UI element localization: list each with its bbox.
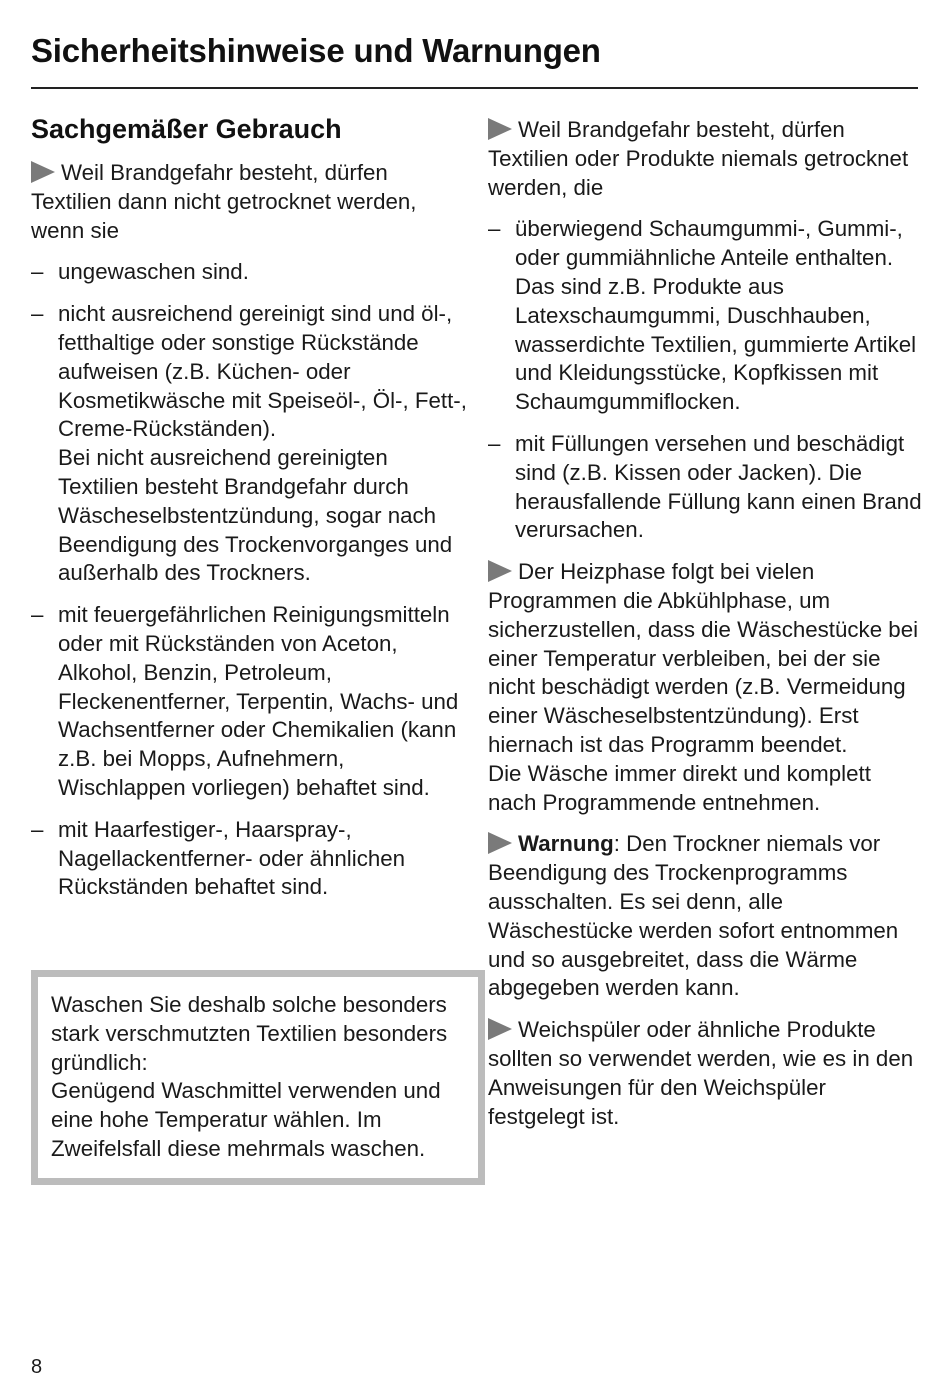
dash-marker: – xyxy=(31,301,44,327)
warning-text: : Den Trockner niemals vor Beendigung des Trockenprogramms ausschalten. Es sei denn, alle Wäschestücke werden sofort entnommen und so ausgebreitet, dass die Wärme abgegeben werden kann. xyxy=(488,831,899,1001)
bullet-list-right xyxy=(488,215,924,545)
softener-paragraph xyxy=(488,1016,924,1131)
page-title: Sicherheitshinweise und Warnungen xyxy=(31,32,601,69)
list-item xyxy=(31,300,467,588)
title-divider xyxy=(31,87,918,89)
dash-marker: – xyxy=(31,259,44,285)
list-item-text: mit feuergefährlichen Reinigungsmitteln oder mit Rückständen von Aceton, Alkohol, Benzin, Petroleum, Fleckenentferner, Terpentin, Wachs- und Wachsentferner oder Chemikalien (kann z.B. bei Mopps, Aufnehmern, Wischlappen vorliegen) behaftet sind. xyxy=(58,602,459,800)
warning-paragraph xyxy=(488,830,924,1003)
note-text-2: Genügend Waschmittel verwenden und eine hohe Temperatur wählen. Im Zweifelsfall diese mehrmals waschen. xyxy=(51,1078,441,1161)
list-item xyxy=(31,258,467,287)
bullet-list-left xyxy=(31,258,467,902)
list-item-text: mit Füllungen versehen und beschädigt sind (z.B. Kissen oder Jacken). Die herausfallende Füllung kann einen Brand verursachen. xyxy=(515,430,922,543)
arrow-bullet-icon xyxy=(488,832,512,854)
intro-paragraph-right xyxy=(488,116,924,202)
right-column xyxy=(488,116,924,1144)
note-box xyxy=(31,970,485,1185)
section-heading: Sachgemäßer Gebrauch xyxy=(31,114,342,144)
list-item-text: mit Haarfestiger-, Haarspray-, Nagellackentferner- oder ähnlichen Rückständen behaftet sind. xyxy=(58,816,406,900)
left-column xyxy=(31,112,467,915)
dash-marker: – xyxy=(488,430,501,456)
intro-text: Weil Brandgefahr besteht, dürfen Textilien oder Produkte niemals getrocknet werden, die xyxy=(488,117,909,200)
list-item xyxy=(31,601,467,803)
list-item xyxy=(488,430,924,545)
intro-paragraph-left xyxy=(31,159,467,245)
list-item-text: ungewaschen sind. xyxy=(58,259,249,285)
page-number: 8 xyxy=(31,1356,43,1378)
dash-marker: – xyxy=(488,216,501,242)
list-item xyxy=(488,215,924,417)
list-item-extra-text: Bei nicht ausreichend gereinigten Textilien besteht Brandgefahr durch Wäscheselbstentzündung, sogar nach Beendigung des Trockenvorganges und außerhalb des Trockners. xyxy=(58,445,453,586)
note-text-1: Waschen Sie deshalb solche besonders stark verschmutzten Textilien besonders gründlich: xyxy=(51,992,448,1075)
dash-marker: – xyxy=(31,602,44,628)
heating-paragraph xyxy=(488,558,924,817)
dash-marker: – xyxy=(31,816,44,842)
arrow-bullet-icon xyxy=(31,161,55,183)
list-item-text: überwiegend Schaumgummi-, Gummi-, oder gummiähnliche Anteile enthalten. Das sind z.B. Produkte aus Latexschaumgummi, Duschhauben, wasserdichte Textilien, gummierte Artikel und Kleidungsstücke, Kopfkissen mit Schaumgummiflocken. xyxy=(515,216,917,415)
warning-label: Warnung xyxy=(518,831,614,857)
heating-text: Der Heizphase folgt bei vielen Programmen die Abkühlphase, um sicherzustellen, dass die Wäschestücke bei einer Temperatur verbleiben, bei der sie nicht beschädigt werden (z.B. Vermeidung einer Wäscheselbstentzündung). Erst hiernach ist das Programm beendet. xyxy=(488,559,919,757)
intro-text: Weil Brandgefahr besteht, dürfen Textilien dann nicht getrocknet werden, wenn sie xyxy=(31,160,417,243)
arrow-bullet-icon xyxy=(488,560,512,582)
arrow-bullet-icon xyxy=(488,118,512,140)
list-item xyxy=(31,816,467,902)
heating-text-2: Die Wäsche immer direkt und komplett nach Programmende entnehmen. xyxy=(488,760,871,815)
softener-text: Weichspüler oder ähnliche Produkte sollten so verwendet werden, wie es in den Anweisungen für den Weichspüler festgelegt ist. xyxy=(488,1017,914,1129)
arrow-bullet-icon xyxy=(488,1018,512,1040)
list-item-text: nicht ausreichend gereinigt sind und öl-, fetthaltige oder sonstige Rückstände aufweisen (z.B. Küchen- oder Kosmetikwäsche mit Speiseöl-, Öl-, Fett-, Creme-Rückständen). xyxy=(58,301,467,442)
